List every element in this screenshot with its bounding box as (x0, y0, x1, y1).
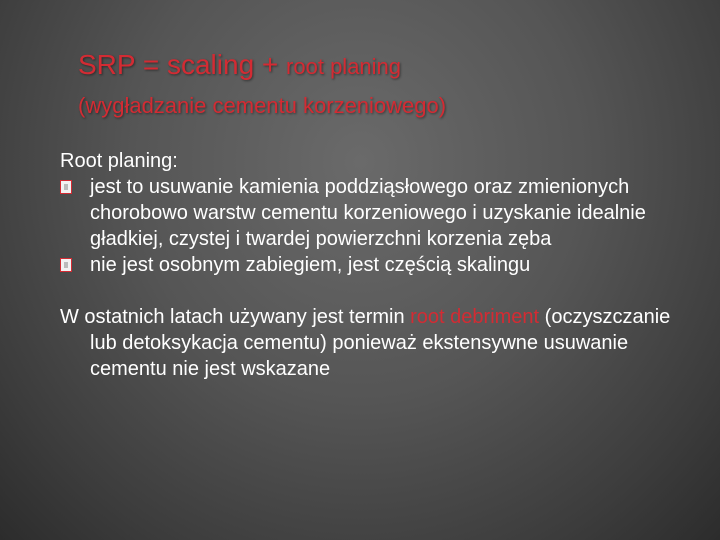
closing-paragraph (60, 304, 700, 382)
bullet-list (60, 174, 700, 278)
bullet-text: jest to usuwanie kamienia poddziąsłowego oraz zmienionych chorobowo warstw cementu korzeniowego i uzyskanie idealnie gładkiej, czystej i twardej powierzchni korzenia zęba (90, 176, 646, 250)
title-line-2: (wygładzanie cementu korzeniowego) (78, 93, 447, 118)
slide-body (60, 148, 700, 382)
paragraph-text-before: W ostatnich latach używany jest termin (60, 306, 411, 328)
body-heading: Root planing: (60, 150, 178, 172)
bullet-item (60, 252, 700, 278)
square-bullet-icon (60, 180, 72, 194)
square-bullet-icon (60, 258, 72, 272)
highlighted-term: root debriment (410, 306, 540, 328)
bullet-text: nie jest osobnym zabiegiem, jest częścią skalingu (90, 254, 531, 276)
slide-title (78, 46, 698, 120)
title-part-2: root planing (286, 54, 402, 79)
bullet-item (60, 174, 700, 252)
title-part-1: SRP = scaling + (78, 49, 287, 80)
title-line-1 (78, 46, 698, 86)
paragraph-text-after: (oczyszczanie lub detoksykacja cementu) ponieważ ekstensywne usuwanie cementu nie jest wskazane (90, 306, 671, 380)
